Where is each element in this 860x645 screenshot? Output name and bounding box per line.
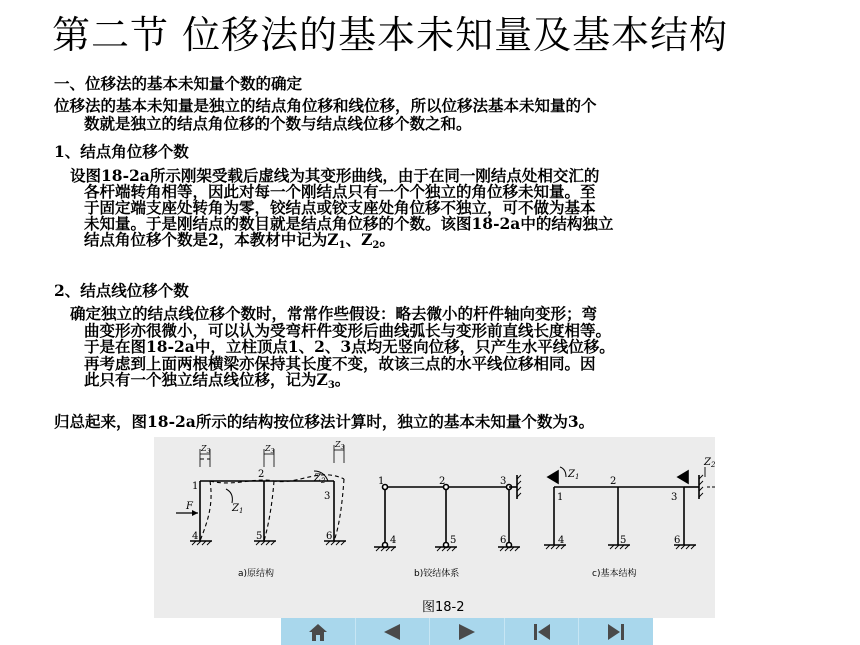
node-label: 1 [557,492,564,503]
z1-label: $Z_1$ [232,503,244,515]
intro-line-1: 位移法的基本未知量是独立的结点角位移和线位移，所以位移法基本未知量的个 [54,96,597,115]
summary-text: 归总起来，图18-2a所示的结构按位移法计算时，独立的基本未知量个数为3。 [54,412,595,431]
paragraph-line: 曲变形亦很微小，可以认为受弯杆件变形后曲线弧长与变形前直线长度相等。 [84,320,612,340]
node-label: 6 [326,531,333,542]
node-label: 1 [378,476,385,487]
last-page-icon [604,622,628,642]
page-title: 第二节 位移法的基本未知量及基本结构 [52,13,729,57]
paragraph-line: 于固定端支座处转角为零，铰结点或铰支座处角位移不独立，可不做为基本 [84,198,596,217]
section-heading: 一、位移法的基本未知量个数的确定 [54,74,303,93]
node-label: 2 [439,476,446,487]
node-label: 4 [192,531,199,542]
z2-label: $Z_2$ [314,473,326,485]
node-label: 2 [258,469,265,480]
figure-18-2 [154,437,715,618]
diagram-a-original-structure [176,445,346,545]
home-icon [306,622,330,642]
node-label: 6 [500,535,507,546]
frame-diagrams [154,437,715,618]
previous-triangle-icon [380,622,404,642]
subsection-heading-1: 1、结点角位移个数 [54,142,189,161]
node-label: 5 [256,531,263,542]
first-page-icon [530,622,554,642]
subsection-1-paragraph [70,168,613,254]
intro-line-2: 数就是独立的结点角位移的个数与结点线位移个数之和。 [84,114,472,133]
figure-caption: 图18-2 [422,600,465,615]
node-label: 2 [610,476,617,487]
force-label: F [186,501,193,512]
paragraph-line: 设图18-2a所示刚架受载后虚线为其变形曲线，由于在同一刚结点处相交汇的 [70,166,600,185]
node-label: 3 [500,476,507,487]
paragraph-line: 未知量。于是刚结点的数目就是结点角位移的个数。该图18-2a中的结构独立 [84,214,614,233]
node-label: 4 [558,535,565,546]
home-button[interactable] [281,618,356,645]
paragraph-line: 此只有一个独立结点线位移，记为$Z_3$。 [84,370,351,392]
z1-label: $Z_1$ [568,469,580,481]
next-triangle-icon [455,622,479,642]
first-slide-button[interactable] [505,618,580,645]
next-slide-button[interactable] [430,618,505,645]
last-slide-button[interactable] [579,618,653,645]
z3-label: $Z_3$ [265,444,275,455]
z3-label: $Z_3$ [335,440,345,451]
z3-label: $Z_3$ [201,444,211,455]
z2-label: $Z_2$ [704,457,715,469]
node-label: 5 [450,535,457,546]
paragraph-line: 各杆端转角相等，因此对每一个刚结点只有一个个独立的角位移未知量。至 [84,182,596,201]
subsection-2-paragraph [70,306,615,395]
node-label: 5 [620,535,627,546]
sub-caption-b: b)铰结体系 [414,569,460,579]
paragraph-line: 再考虑到上面两根横梁亦保持其长度不变，故该三点的水平线位移相同。因 [84,353,596,373]
paragraph-line: 结点角位移个数是2，本教材中记为$Z_1$、$Z_2$。 [84,230,395,251]
node-label: 1 [192,481,199,492]
paragraph-line: 于是在图18-2a中，立柱顶点1、2、3点均无竖向位移，只产生水平线位移。 [84,337,615,357]
paragraph-line: 确定独立的结点线位移个数时，常常作些假设：略去微小的杆件轴向变形；弯 [70,304,598,323]
node-label: 6 [674,535,681,546]
node-label: 3 [324,491,331,502]
sub-caption-c: c)基本结构 [592,569,637,579]
node-label: 3 [671,492,678,503]
node-label: 4 [390,535,397,546]
subsection-heading-2: 2、结点线位移个数 [54,281,189,300]
previous-slide-button[interactable] [356,618,431,645]
sub-caption-a: a)原结构 [238,569,275,579]
slide-navigation-bar [281,618,653,645]
